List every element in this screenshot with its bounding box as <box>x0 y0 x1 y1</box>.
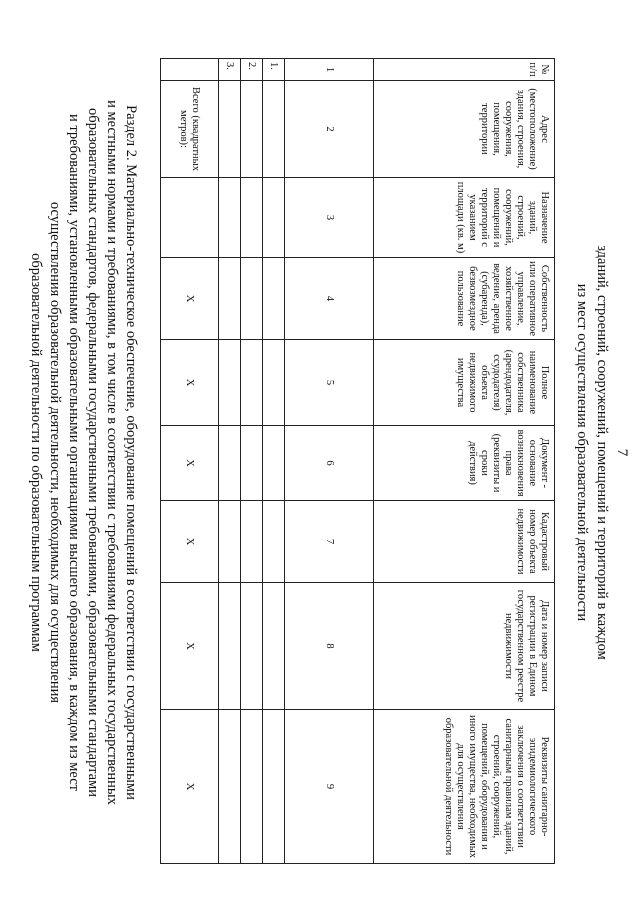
column-number: 1 <box>285 59 374 81</box>
total-label: Всего (квадратных метров): <box>161 81 219 178</box>
x-mark: X <box>161 426 219 501</box>
table-row <box>219 59 241 864</box>
header-cell: Документ - основание возникновения права (реквизиты и сроки действия) <box>374 426 555 501</box>
column-number: 2 <box>285 81 374 178</box>
section-line: и местными нормами и требованиями, в том числе в соответствии с требованиями федеральных государственных <box>104 100 120 805</box>
header-cell: Дата и номер записи регистрации в Едином государственном реестре недвижимости <box>374 583 555 710</box>
x-mark: X <box>161 258 219 340</box>
section-line: осуществления образовательной деятельности, необходимых для осуществления <box>47 201 63 704</box>
heading-line-2: из мест осуществления образовательной деятельности <box>574 283 590 622</box>
header-cell: Собственность или оперативное управление, хозяйственное ведение, аренда (субаренда), безвозмездное пользование <box>374 258 555 340</box>
section-line: образовательных стандартов, федеральными государственными требованиями, образовательными стандартами <box>85 107 101 798</box>
header-cell: Адрес (местоположение) здания, строения, сооружения, помещения, территории <box>374 81 555 178</box>
section-2-title <box>26 30 140 875</box>
header-cell: Полное наименование собственника (арендодателя, ссудодателя) объекта недвижимого имущества <box>374 340 555 426</box>
header-cell: Реквизиты санитарно-эпидемиологического заключения о соответствии санитарным правилам зданий, строений, сооружений, помещений, оборудования и иного имущества, необходимых для осуществления образовательной деятельности <box>374 710 555 864</box>
column-number: 8 <box>285 583 374 710</box>
row-number: 1. <box>263 59 285 81</box>
column-number: 7 <box>285 501 374 583</box>
section-line: Раздел 2. Материально-техническое обеспечение, оборудование помещений в соответствии с государственными <box>123 105 139 800</box>
column-number: 3 <box>285 178 374 258</box>
column-number: 5 <box>285 340 374 426</box>
x-mark: X <box>161 583 219 710</box>
column-number: 6 <box>285 426 374 501</box>
x-mark: X <box>161 340 219 426</box>
column-number-row <box>285 59 374 864</box>
heading-line-1: зданий, строений, сооружений, помещений и территорий в каждом <box>594 245 610 660</box>
section-line: образовательной деятельности по образовательным программам <box>28 253 44 652</box>
section-line: и требованиями, установленными образовательными организациями высшего образования, в каждом из мест <box>66 114 82 791</box>
row-number: 3. <box>219 59 241 81</box>
row-number: 2. <box>241 59 263 81</box>
column-number: 9 <box>285 710 374 864</box>
table-row <box>241 59 263 864</box>
total-row <box>161 59 219 864</box>
header-cell: № п/п <box>374 59 555 81</box>
x-mark: X <box>161 501 219 583</box>
x-mark: X <box>161 710 219 864</box>
column-number: 4 <box>285 258 374 340</box>
header-cell: Кадастровый номер объекта недвижимости <box>374 501 555 583</box>
premises-table <box>160 58 555 864</box>
header-row <box>374 59 555 864</box>
page-number: 7 <box>614 448 630 457</box>
header-cell: Назначение зданий, строений, сооружений, помещений и территорий с указанием площади (кв. м) <box>374 178 555 258</box>
table-row <box>263 59 285 864</box>
table-heading <box>572 40 612 865</box>
